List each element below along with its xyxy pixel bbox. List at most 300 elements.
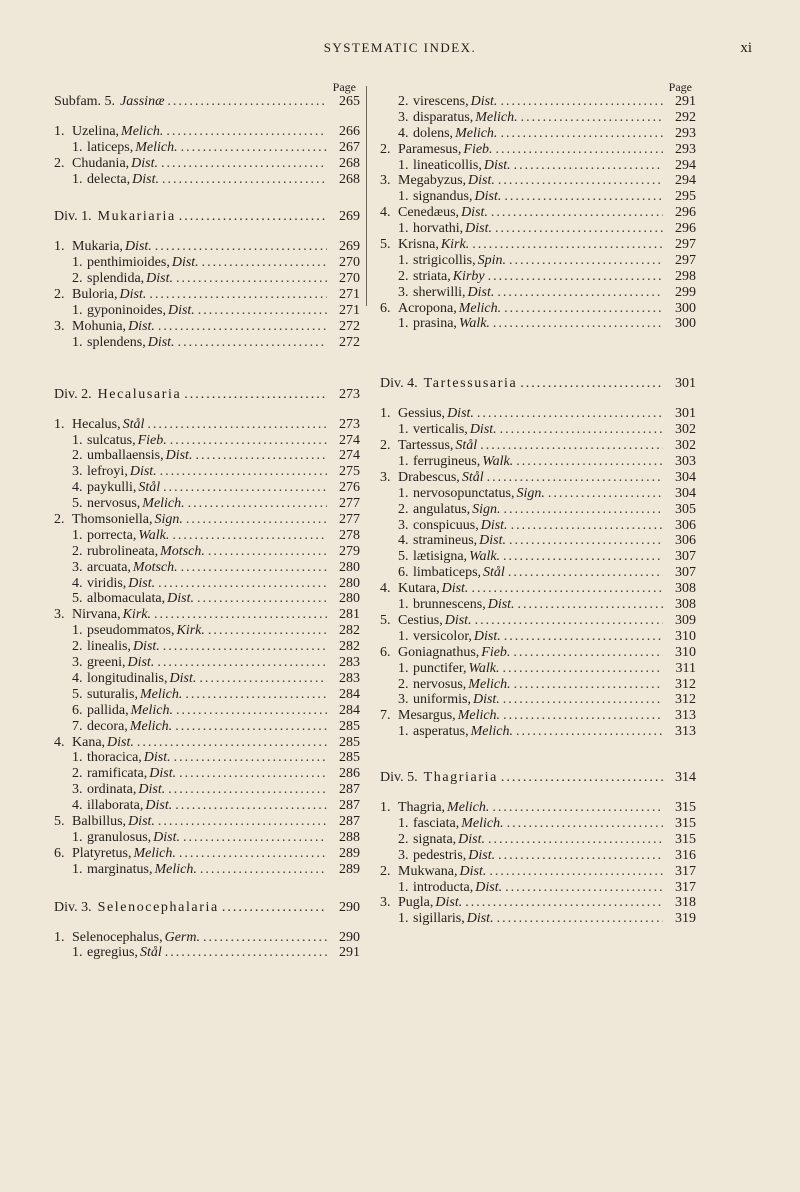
entry-name: Acropona, (398, 300, 457, 316)
entry-page: 283 (339, 655, 360, 671)
entry-number: 4. (380, 205, 391, 221)
leader-dots (163, 480, 327, 496)
entry-page: 315 (675, 815, 696, 831)
entry-name: uniformis, (413, 692, 471, 708)
entry-author: Dist. (459, 863, 487, 879)
entry-list (54, 124, 360, 188)
leader-dots (472, 237, 663, 253)
entry-number: 1. (398, 157, 409, 173)
entry-author: Dist. (461, 205, 488, 221)
entry-number: 2. (72, 543, 83, 559)
entry-author: Dist. (466, 911, 494, 927)
entry-page: 268 (339, 155, 360, 171)
entry-name: lætisigna, (413, 549, 468, 565)
species-entry (380, 880, 696, 896)
leader-dots (208, 544, 327, 560)
entry-author: Spin. (477, 252, 507, 268)
entry-author: Walk. (469, 549, 501, 565)
leader-dots (509, 253, 663, 269)
entry-number: 1. (398, 252, 409, 268)
entry-list (380, 406, 696, 740)
entry-name: pedestris, (413, 847, 467, 863)
entry-author: Dist. (129, 464, 157, 480)
leader-dots (491, 205, 663, 221)
entry-page: 293 (675, 125, 696, 141)
entry-number: 4. (72, 575, 83, 591)
entry-name: signandus, (413, 189, 473, 205)
entry-page: 307 (675, 549, 696, 565)
leader-dots (200, 862, 327, 878)
entry-page: 294 (675, 173, 696, 189)
entry-name: striata, (413, 268, 451, 284)
entry-number: 3. (54, 318, 65, 334)
entry-page: 292 (675, 109, 696, 125)
species-entry (54, 560, 360, 576)
entry-number: 3. (398, 692, 409, 708)
leader-dots (548, 486, 663, 502)
entry-name: porrecta, (87, 527, 137, 543)
division-heading (54, 900, 360, 916)
entry-page: 270 (339, 271, 360, 287)
entry-page: 266 (339, 123, 360, 139)
leader-dots (477, 406, 663, 422)
entry-number: 3. (72, 655, 83, 671)
species-entry (54, 703, 360, 719)
entry-author: Dist. (132, 639, 160, 655)
species-entry (380, 253, 696, 269)
entry-author: Walk. (458, 316, 490, 332)
species-entry (54, 576, 360, 592)
entry-page: 267 (339, 139, 360, 155)
entry-name: Kutara, (398, 581, 440, 597)
entry-author: Dist. (132, 171, 159, 187)
entry-author: Melich. (458, 300, 502, 316)
entry-name: suturalis, (87, 686, 138, 702)
entry-author: Walk. (138, 527, 170, 543)
entry-name: brunnescens, (413, 597, 486, 613)
entry-name: delecta, (87, 171, 131, 187)
entry-page: 271 (339, 287, 360, 303)
entry-number: 5. (398, 549, 409, 565)
entry-author: Melich. (457, 708, 501, 724)
division-name: Selenocephalaria (97, 899, 219, 915)
entry-page: 304 (675, 485, 696, 501)
entry-number: 1. (72, 945, 83, 961)
division-page: 314 (675, 770, 696, 786)
species-entry (54, 945, 360, 961)
division-heading (54, 387, 360, 403)
division-label: Div. 5. (380, 770, 418, 786)
species-entry (54, 544, 360, 560)
entry-name: greeni, (87, 655, 126, 671)
entry-author: Dist. (447, 406, 474, 422)
entry-number: 1. (54, 239, 65, 255)
entry-author: Dist. (480, 517, 508, 533)
entry-name: Selenocephalus, (72, 929, 163, 945)
leader-dots (521, 110, 663, 126)
entry-page: 308 (675, 597, 696, 613)
entry-number: 1. (398, 815, 409, 831)
leader-dots (500, 422, 663, 438)
division-label: Div. 1. (54, 209, 92, 225)
entry-number: 1. (72, 255, 83, 271)
entry-page: 287 (339, 782, 360, 798)
entry-name: signata, (413, 831, 457, 847)
leader-dots (503, 549, 663, 565)
entry-page: 313 (675, 724, 696, 740)
species-entry (54, 782, 360, 798)
genus-entry (380, 581, 696, 597)
leader-dots (183, 830, 327, 846)
entry-number: 2. (398, 94, 409, 109)
genus-entry (380, 800, 696, 816)
entry-number: 6. (54, 845, 65, 861)
subfamily-name: Jassinæ (120, 94, 165, 109)
entry-page: 277 (339, 512, 360, 528)
leader-dots (492, 800, 663, 816)
page-column-label: Page (332, 80, 356, 94)
entry-author: Kirk. (176, 623, 205, 639)
leader-dots (514, 677, 663, 693)
entry-number: 1. (398, 485, 409, 501)
entry-number: 5. (72, 496, 83, 512)
leader-dots (471, 581, 663, 597)
species-entry (380, 677, 696, 693)
entry-number: 3. (398, 517, 409, 533)
entry-name: stramineus, (413, 533, 478, 549)
entry-name: lefroyi, (87, 464, 128, 480)
leader-dots (198, 303, 327, 319)
division-name: Tartessusaria (423, 376, 518, 392)
entry-number: 6. (72, 702, 83, 718)
entry-author: Dist. (469, 422, 497, 438)
division-name: Hecalusaria (97, 386, 182, 402)
genus-entry (54, 287, 360, 303)
species-entry (54, 335, 360, 351)
leader-dots (497, 285, 663, 301)
entry-name: angulatus, (413, 501, 471, 517)
entry-author: Fieb. (137, 432, 167, 448)
entry-name: linealis, (87, 639, 131, 655)
division-label: Div. 2. (54, 386, 92, 402)
leader-dots (208, 623, 327, 639)
entry-author: Dist. (119, 287, 147, 303)
leader-dots (162, 172, 327, 188)
entry-page: 286 (339, 766, 360, 782)
entry-name: splendida, (87, 271, 145, 287)
entry-name: nervosopunctatus, (413, 485, 515, 501)
entry-author: Melich. (135, 139, 178, 155)
entry-name: Megabyzus, (398, 173, 467, 189)
entry-number: 4. (72, 670, 83, 686)
species-entry (380, 285, 696, 301)
entry-name: Buloria, (72, 287, 118, 303)
entry-number: 1. (398, 422, 409, 438)
entry-author: Sign. (516, 485, 545, 501)
species-entry (380, 502, 696, 518)
species-entry (380, 597, 696, 613)
division-label: Div. 3. (54, 899, 92, 915)
entry-number: 6. (398, 565, 409, 581)
species-entry (380, 848, 696, 864)
entry-number: 2. (54, 287, 65, 303)
entry-number: 4. (72, 480, 83, 496)
leader-dots (179, 766, 327, 782)
entry-number: 1. (398, 879, 409, 895)
entry-name: asperatus, (413, 724, 469, 740)
entry-name: Paramesus, (398, 141, 462, 157)
leader-dots (498, 848, 663, 864)
leader-dots (160, 464, 327, 480)
entry-list (380, 800, 696, 927)
leader-dots (165, 945, 327, 961)
species-entry (54, 623, 360, 639)
species-entry (380, 832, 696, 848)
entry-name: splendens, (87, 334, 146, 350)
entry-list (380, 94, 696, 332)
entry-number: 7. (72, 718, 83, 734)
entry-author: Dist. (475, 879, 503, 895)
entry-author: Dist. (128, 813, 155, 829)
entry-name: Cenedæus, (398, 205, 460, 221)
entry-author: Melich. (455, 125, 498, 141)
entry-author: Dist. (128, 318, 155, 334)
leader-dots (175, 719, 327, 735)
species-entry (380, 221, 696, 237)
leader-dots (170, 433, 327, 449)
entry-author: Dist. (468, 173, 495, 189)
entry-page: 296 (675, 205, 696, 221)
species-entry (380, 486, 696, 502)
entry-number: 1. (72, 829, 83, 845)
entry-name: paykulli, (87, 480, 137, 496)
species-entry (380, 549, 696, 565)
entry-page: 300 (675, 300, 696, 316)
entry-list (54, 417, 360, 878)
leader-dots (158, 319, 327, 335)
entry-name: limbaticeps, (413, 565, 482, 581)
entry-author: Kirby (452, 268, 485, 284)
genus-entry (380, 470, 696, 486)
entry-author: Dist. (441, 581, 469, 597)
leader-dots (154, 607, 327, 623)
entry-name: Mesargus, (398, 708, 456, 724)
entry-page: 272 (339, 318, 360, 334)
entry-page: 269 (339, 239, 360, 255)
entry-page: 317 (675, 879, 696, 895)
entry-author: Dist. (149, 766, 177, 782)
entry-author: Dist. (458, 831, 485, 847)
genus-entry (54, 735, 360, 751)
entry-number: 3. (72, 464, 83, 480)
entry-author: Melich. (154, 861, 197, 877)
entry-name: strigicollis, (413, 252, 476, 268)
entry-page: 273 (339, 416, 360, 432)
entry-page: 294 (675, 157, 696, 173)
entry-name: decora, (87, 718, 128, 734)
leader-dots (511, 518, 663, 534)
entry-author: Dist. (169, 670, 197, 686)
entry-author: Dist. (128, 575, 156, 591)
species-entry (54, 140, 360, 156)
entry-number: 1. (54, 123, 65, 139)
leader-dots (480, 438, 663, 454)
species-entry (380, 629, 696, 645)
genus-entry (380, 205, 696, 221)
entry-author: Dist. (143, 750, 171, 766)
leader-dots (181, 140, 327, 156)
genus-entry (380, 438, 696, 454)
entry-page: 289 (339, 845, 360, 861)
genus-entry (380, 895, 696, 911)
leader-dots (172, 528, 327, 544)
leader-dots (176, 271, 327, 287)
entry-page: 319 (675, 911, 696, 927)
entry-page: 302 (675, 422, 696, 438)
species-entry (54, 798, 360, 814)
leader-dots (199, 671, 327, 687)
entry-name: rubrolineata, (87, 543, 159, 559)
entry-name: Drabescus, (398, 469, 460, 485)
entry-author: Dist. (487, 597, 515, 613)
entry-page: 291 (339, 945, 360, 961)
entry-author: Stål (461, 469, 484, 485)
entry-name: Uzelina, (72, 123, 120, 139)
entry-page: 279 (339, 543, 360, 559)
entry-page: 276 (339, 480, 360, 496)
entry-name: viridis, (87, 575, 127, 591)
entry-number: 5. (72, 591, 83, 607)
entry-author: Dist. (167, 591, 194, 607)
species-entry (54, 433, 360, 449)
entry-name: albomaculata, (87, 591, 166, 607)
entry-number: 1. (72, 861, 83, 877)
entry-number: 1. (398, 724, 409, 740)
entry-name: Chudania, (72, 155, 130, 171)
entry-number: 2. (398, 831, 409, 847)
entry-page: 310 (675, 644, 696, 660)
page-column-label: Page (668, 80, 692, 94)
entry-author: Melich. (139, 686, 183, 702)
genus-entry (54, 512, 360, 528)
entry-author: Melich. (447, 800, 490, 816)
entry-number: 2. (54, 512, 65, 528)
leader-dots (488, 269, 663, 285)
entry-name: Thomsoniella, (72, 512, 153, 528)
entry-page: 306 (675, 517, 696, 533)
entry-author: Dist. (107, 734, 134, 750)
entry-page: 281 (339, 607, 360, 623)
genus-entry (54, 239, 360, 255)
leader-dots (158, 576, 327, 592)
entry-author: Dist. (145, 798, 173, 814)
species-entry (54, 528, 360, 544)
entry-author: Sign. (472, 501, 501, 517)
entry-author: Dist. (483, 157, 511, 173)
entry-name: Pugla, (398, 895, 434, 911)
entry-name: umballaensis, (87, 448, 164, 464)
species-entry (54, 271, 360, 287)
leader-dots (518, 597, 663, 613)
species-entry (380, 158, 696, 174)
entry-author: Melich. (468, 676, 511, 692)
leader-dots (500, 126, 663, 142)
entry-page: 315 (675, 800, 696, 816)
entry-author: Melich. (121, 123, 164, 139)
entry-author: Melich. (130, 702, 173, 718)
leader-dots (155, 239, 327, 255)
entry-page: 312 (675, 676, 696, 692)
entry-number: 1. (72, 750, 83, 766)
species-entry (380, 565, 696, 581)
entry-number: 4. (398, 533, 409, 549)
entry-number: 2. (380, 863, 391, 879)
entry-name: longitudinalis, (87, 670, 168, 686)
entry-page: 313 (675, 708, 696, 724)
entry-number: 6. (380, 300, 391, 316)
entry-page: 285 (339, 734, 360, 750)
left-column (54, 80, 360, 961)
genus-entry (380, 406, 696, 422)
leader-dots (195, 448, 327, 464)
entry-number: 1. (398, 189, 409, 205)
entry-page: 315 (675, 831, 696, 847)
entry-number: 1. (398, 628, 409, 644)
entry-name: thoracica, (87, 750, 142, 766)
entry-number: 3. (398, 847, 409, 863)
leader-dots (175, 798, 327, 814)
entry-name: Cestius, (398, 612, 443, 628)
entry-page: 298 (675, 268, 696, 284)
entry-page: 290 (339, 929, 360, 945)
entry-number: 1. (54, 929, 65, 945)
entry-page: 295 (675, 189, 696, 205)
running-title: SYSTEMATIC INDEX. (323, 40, 477, 55)
leader-dots (487, 470, 663, 486)
species-entry (380, 110, 696, 126)
species-entry (54, 671, 360, 687)
subfamily-num: Subfam. 5. (54, 94, 116, 109)
genus-entry (380, 613, 696, 629)
entry-name: nervosus, (87, 496, 141, 512)
leader-dots (186, 512, 327, 528)
leader-dots (149, 287, 327, 303)
species-entry (380, 269, 696, 285)
genus-entry (380, 142, 696, 158)
entry-name: illaborata, (87, 798, 144, 814)
entry-author: Melich. (461, 815, 504, 831)
species-entry (54, 496, 360, 512)
entry-page: 271 (339, 303, 360, 319)
entry-page: 309 (675, 612, 696, 628)
entry-name: Nirvana, (72, 607, 121, 623)
division-name: Mukariaria (97, 209, 176, 225)
entry-name: ordinata, (87, 782, 137, 798)
entry-page: 282 (339, 623, 360, 639)
entry-number: 1. (398, 597, 409, 613)
entry-number: 3. (54, 607, 65, 623)
entry-page: 306 (675, 533, 696, 549)
entry-author: Stål (483, 565, 505, 581)
entry-number: 1. (72, 171, 83, 187)
entry-name: granulosus, (87, 829, 152, 845)
entry-page: 300 (675, 316, 696, 332)
leader-dots (497, 911, 663, 927)
entry-number: 7. (380, 708, 391, 724)
entry-page: 270 (339, 255, 360, 271)
entry-author: Dist. (124, 239, 152, 255)
entry-author: Dist. (147, 334, 175, 350)
